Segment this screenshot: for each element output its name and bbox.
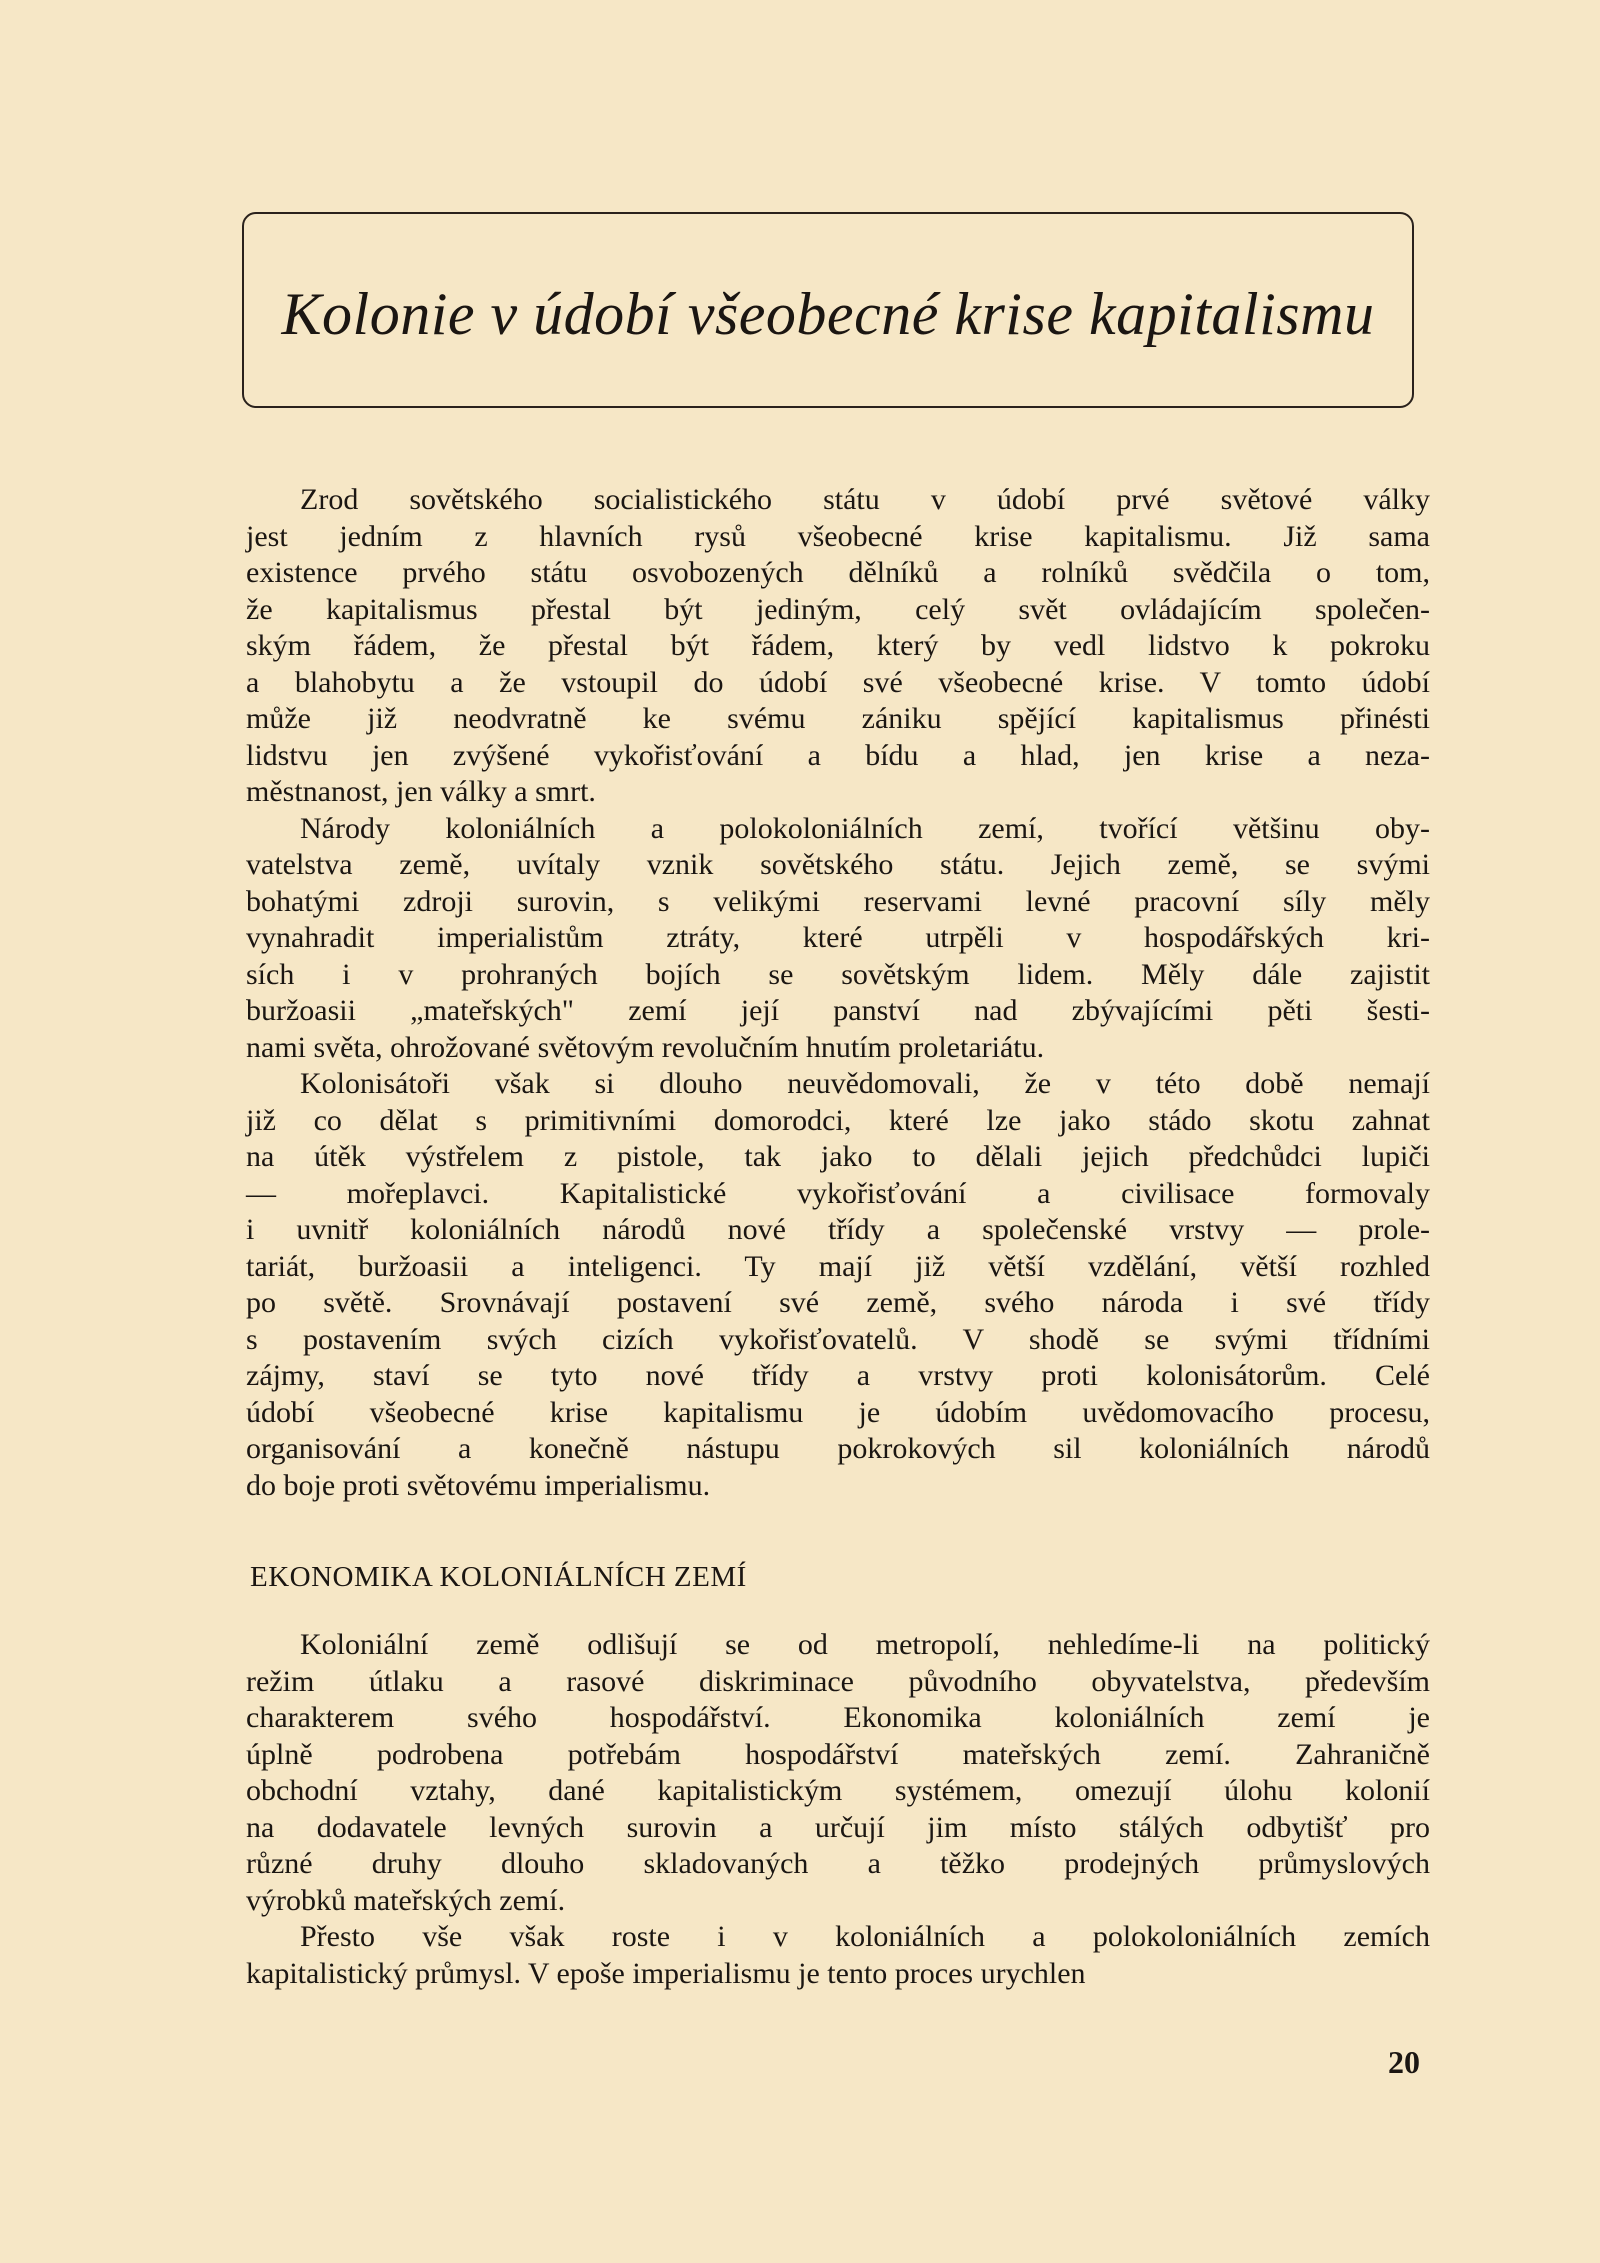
text-line: vatelstva země, uvítaly vznik sovětského státu. Jejich země, se svými (246, 848, 1430, 881)
text-line: obchodní vztahy, dané kapitalistickým systémem, omezují úlohu kolonií (246, 1774, 1430, 1807)
text-line: režim útlaku a rasové diskriminace původního obyvatelstva, především (246, 1664, 1430, 1698)
text-line: různé druhy dlouho skladovaných a těžko prodejných průmyslových (246, 1847, 1430, 1880)
text-line: existence prvého státu osvobozených dělníků a rolníků svědčila o tom, (246, 556, 1430, 589)
text-line: již co dělat s primitivními domorodci, které lze jako stádo skotu zahnat (246, 1103, 1430, 1137)
text-line: Přesto vše však roste i v koloniálních a polokoloniálních zemích (300, 1920, 1430, 1953)
text-line: nami světa, ohrožované světovým revolučním hnutím proletariátu. (246, 1030, 1045, 1064)
text-line: lidstvu jen zvýšené vykořisťování a bídu a hlad, jen krise a neza- (246, 738, 1430, 772)
text-line: s postavením svých cizích vykořisťovatelů. V shodě se svými třídními (246, 1322, 1430, 1356)
text-line: úplně podrobena potřebám hospodářství mateřských zemí. Zahraničně (246, 1737, 1430, 1771)
text-line: městnanost, jen války a smrt. (246, 775, 596, 808)
text-line: že kapitalismus přestal být jediným, celý svět ovládajícím společen- (246, 592, 1430, 626)
text-line: — mořeplavci. Kapitalistické vykořisťování a civilisace formovaly (246, 1176, 1430, 1210)
text-line: může již neodvratně ke svému zániku spějící kapitalismus přinésti (246, 702, 1430, 735)
text-line: do boje proti světovému imperialismu. (246, 1468, 711, 1502)
text-line: jest jedním z hlavních rysů všeobecné krise kapitalismu. Již sama (246, 519, 1430, 553)
text-line: zájmy, staví se tyto nové třídy a vrstvy proti kolonisátorům. Celé (246, 1359, 1430, 1392)
text-line: Národy koloniálních a polokoloniálních zemí, tvořící většinu oby- (300, 811, 1430, 845)
text-line: Zrod sovětského socialistického státu v údobí prvé světové války (300, 483, 1430, 516)
text-line: sích i v prohraných bojích se sovětským lidem. Měly dále zajistit (246, 957, 1430, 991)
chapter-title-frame (242, 212, 1414, 408)
text-line: vynahradit imperialistům ztráty, které utrpěli v hospodářských kri- (246, 921, 1430, 954)
chapter-title: Kolonie v údobí všeobecné krise kapitalismu (281, 281, 1375, 347)
text-line: Kolonisátoři však si dlouho neuvědomovali, že v této době nemají (300, 1067, 1430, 1100)
text-line: výrobků mateřských zemí. (246, 1883, 566, 1917)
text-line: údobí všeobecné krise kapitalismu je údobím uvědomovacího procesu, (246, 1395, 1430, 1429)
text-line: organisování a konečně nástupu pokrokových sil koloniálních národů (246, 1432, 1430, 1465)
text-line: po světě. Srovnávají postavení své země, svého národa i své třídy (246, 1286, 1430, 1319)
text-line: charakterem svého hospodářství. Ekonomika koloniálních zemí je (246, 1701, 1430, 1734)
text-line: ským řádem, že přestal být řádem, který by vedl lidstvo k pokroku (246, 629, 1430, 662)
text-line: i uvnitř koloniálních národů nové třídy a společenské vrstvy — prole- (246, 1213, 1430, 1246)
text-line: na dodavatele levných surovin a určují jim místo stálých odbytišť pro (246, 1810, 1430, 1844)
text-line: na útěk výstřelem z pistole, tak jako to dělali jejich předchůdci lupiči (246, 1140, 1430, 1173)
page-number: 20 (1388, 2044, 1420, 2080)
text-line: buržoasii „mateřských" zemí její panství nad zbývajícími pěti šesti- (246, 994, 1430, 1027)
text-line: Koloniální země odlišují se od metropolí, nehledíme-li na politický (300, 1628, 1430, 1661)
text-line: kapitalistický průmysl. V epoše imperialismu je tento proces urychlen (246, 1956, 1086, 1990)
text-line: bohatými zdroji surovin, s velikými reservami levné pracovní síly měly (246, 884, 1430, 918)
section-heading: EKONOMIKA KOLONIÁLNÍCH ZEMÍ (250, 1561, 747, 1593)
text-line: tariát, buržoasii a inteligenci. Ty mají již větší vzdělání, větší rozhled (246, 1249, 1430, 1283)
text-line: a blahobytu a že vstoupil do údobí své všeobecné krise. V tomto údobí (246, 665, 1430, 699)
